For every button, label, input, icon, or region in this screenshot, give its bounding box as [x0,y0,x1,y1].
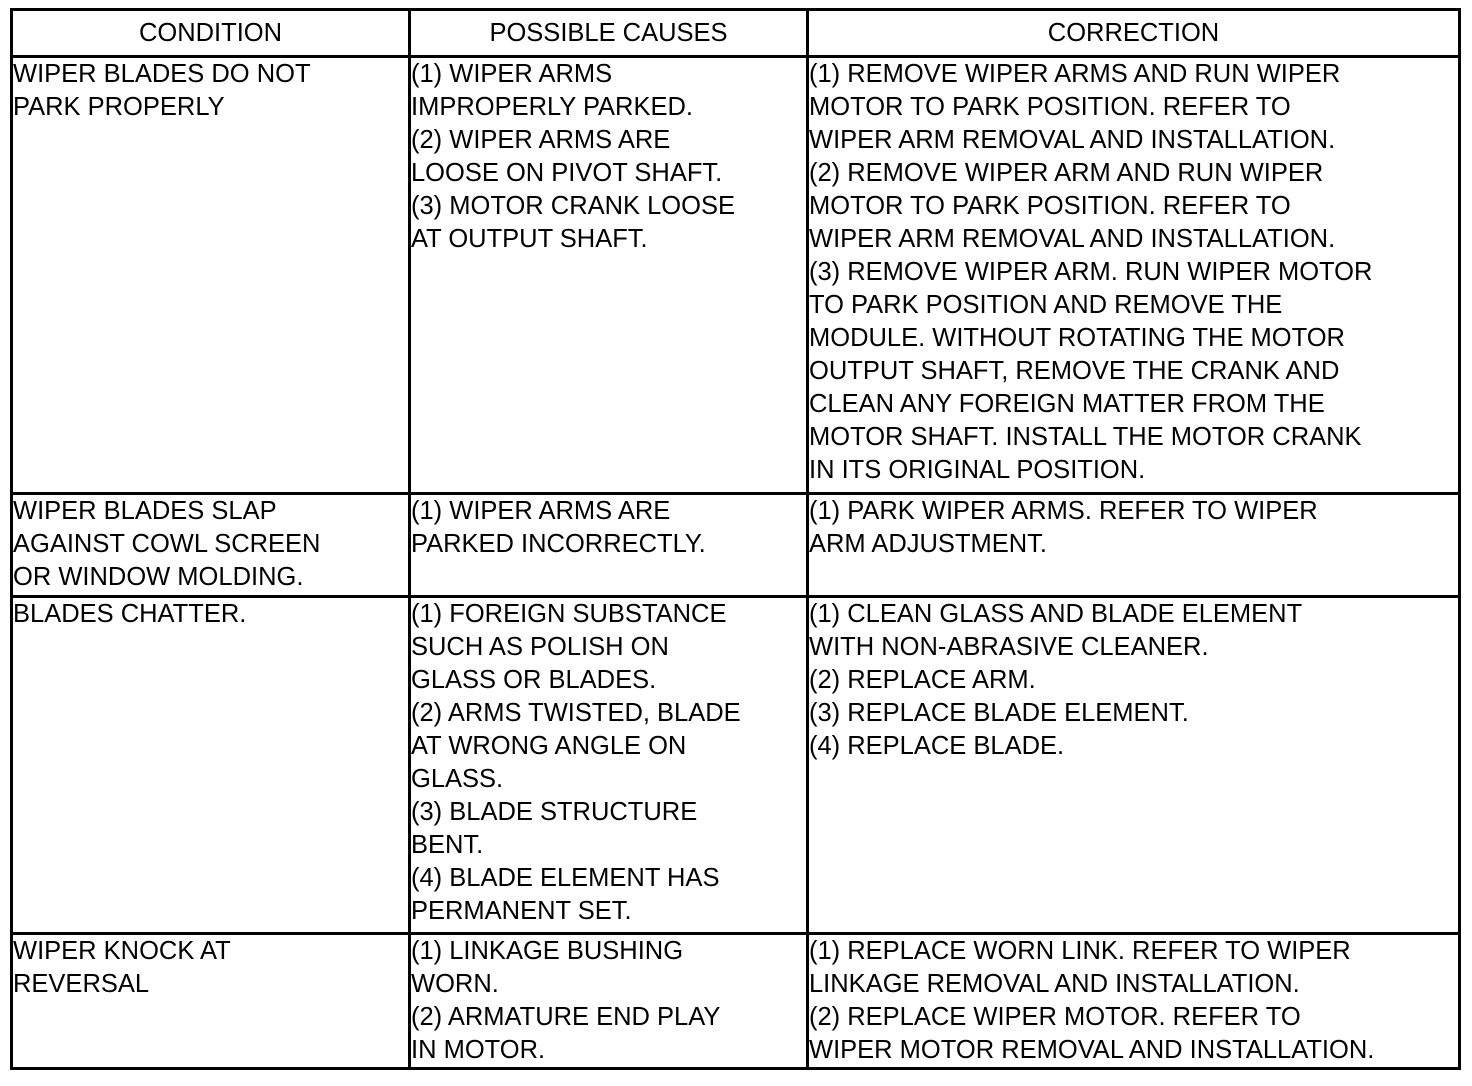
correction-line: (1) PARK WIPER ARMS. REFER TO WIPER [809,497,1318,525]
possible-causes-line: WORN. [411,970,499,998]
correction-line: (2) REMOVE WIPER ARM AND RUN WIPER [809,159,1324,187]
condition-line: REVERSAL [13,970,150,998]
header-correction: CORRECTION [808,10,1460,57]
condition-cell [12,57,410,494]
possible-causes-line: SUCH AS POLISH ON [411,633,669,661]
possible-causes-cell [410,597,808,934]
condition-line: WIPER BLADES DO NOT [13,60,311,88]
correction-line: MOTOR TO PARK POSITION. REFER TO [809,192,1291,220]
possible-causes-line: AT OUTPUT SHAFT. [411,225,648,253]
possible-causes-line: (4) BLADE ELEMENT HAS [411,864,720,892]
correction-cell [808,494,1460,597]
possible-causes-line: PERMANENT SET. [411,897,632,925]
possible-causes-line: IN MOTOR. [411,1036,546,1064]
correction-line: WIPER MOTOR REMOVAL AND INSTALLATION. [809,1036,1375,1064]
condition-line: BLADES CHATTER. [13,600,247,628]
correction-line: CLEAN ANY FOREIGN MATTER FROM THE [809,390,1325,418]
possible-causes-line: (1) WIPER ARMS [411,60,613,88]
possible-causes-line: PARKED INCORRECTLY. [411,530,706,558]
correction-line: (3) REPLACE BLADE ELEMENT. [809,699,1189,727]
correction-line: WIPER ARM REMOVAL AND INSTALLATION. [809,126,1336,154]
possible-causes-line: (1) LINKAGE BUSHING [411,937,684,965]
diagnosis-document [10,8,1458,1070]
correction-line: ARM ADJUSTMENT. [809,530,1048,558]
table-row [12,934,1460,1069]
correction-line: IN ITS ORIGINAL POSITION. [809,456,1146,484]
correction-line: WITH NON-ABRASIVE CLEANER. [809,633,1209,661]
correction-line: (1) REPLACE WORN LINK. REFER TO WIPER [809,937,1351,965]
correction-line: MOTOR TO PARK POSITION. REFER TO [809,93,1291,121]
possible-causes-line: (2) ARMATURE END PLAY [411,1003,721,1031]
possible-causes-line: (3) MOTOR CRANK LOOSE [411,192,735,220]
condition-line: OR WINDOW MOLDING. [13,563,304,591]
table-row [12,494,1460,597]
correction-cell [808,57,1460,494]
condition-cell [12,934,410,1069]
condition-line: AGAINST COWL SCREEN [13,530,321,558]
correction-line: (2) REPLACE ARM. [809,666,1036,694]
wiper-diagnosis-table [10,8,1461,1070]
possible-causes-line: LOOSE ON PIVOT SHAFT. [411,159,723,187]
header-condition: CONDITION [12,10,410,57]
condition-cell [12,494,410,597]
correction-cell [808,597,1460,934]
correction-line: MOTOR SHAFT. INSTALL THE MOTOR CRANK [809,423,1362,451]
correction-line: (1) CLEAN GLASS AND BLADE ELEMENT [809,600,1303,628]
possible-causes-line: BENT. [411,831,484,859]
header-possible-causes: POSSIBLE CAUSES [410,10,808,57]
possible-causes-line: GLASS OR BLADES. [411,666,657,694]
possible-causes-line: (2) WIPER ARMS ARE [411,126,671,154]
possible-causes-line: (3) BLADE STRUCTURE [411,798,698,826]
condition-line: WIPER BLADES SLAP [13,497,277,525]
possible-causes-cell [410,494,808,597]
possible-causes-line: GLASS. [411,765,504,793]
correction-line: (2) REPLACE WIPER MOTOR. REFER TO [809,1003,1301,1031]
correction-line: LINKAGE REMOVAL AND INSTALLATION. [809,970,1300,998]
condition-line: WIPER KNOCK AT [13,937,231,965]
possible-causes-line: (1) FOREIGN SUBSTANCE [411,600,727,628]
possible-causes-line: (1) WIPER ARMS ARE [411,497,671,525]
condition-cell [12,597,410,934]
correction-line: WIPER ARM REMOVAL AND INSTALLATION. [809,225,1336,253]
table-row [12,57,1460,494]
correction-line: OUTPUT SHAFT, REMOVE THE CRANK AND [809,357,1340,385]
correction-line: (4) REPLACE BLADE. [809,732,1065,760]
possible-causes-cell [410,57,808,494]
correction-line: (3) REMOVE WIPER ARM. RUN WIPER MOTOR [809,258,1373,286]
possible-causes-line: (2) ARMS TWISTED, BLADE [411,699,741,727]
correction-line: MODULE. WITHOUT ROTATING THE MOTOR [809,324,1345,352]
header-row [12,10,1460,57]
possible-causes-cell [410,934,808,1069]
correction-line: TO PARK POSITION AND REMOVE THE [809,291,1283,319]
possible-causes-line: AT WRONG ANGLE ON [411,732,687,760]
condition-line: PARK PROPERLY [13,93,225,121]
correction-cell [808,934,1460,1069]
table-row [12,597,1460,934]
correction-line: (1) REMOVE WIPER ARMS AND RUN WIPER [809,60,1341,88]
possible-causes-line: IMPROPERLY PARKED. [411,93,693,121]
